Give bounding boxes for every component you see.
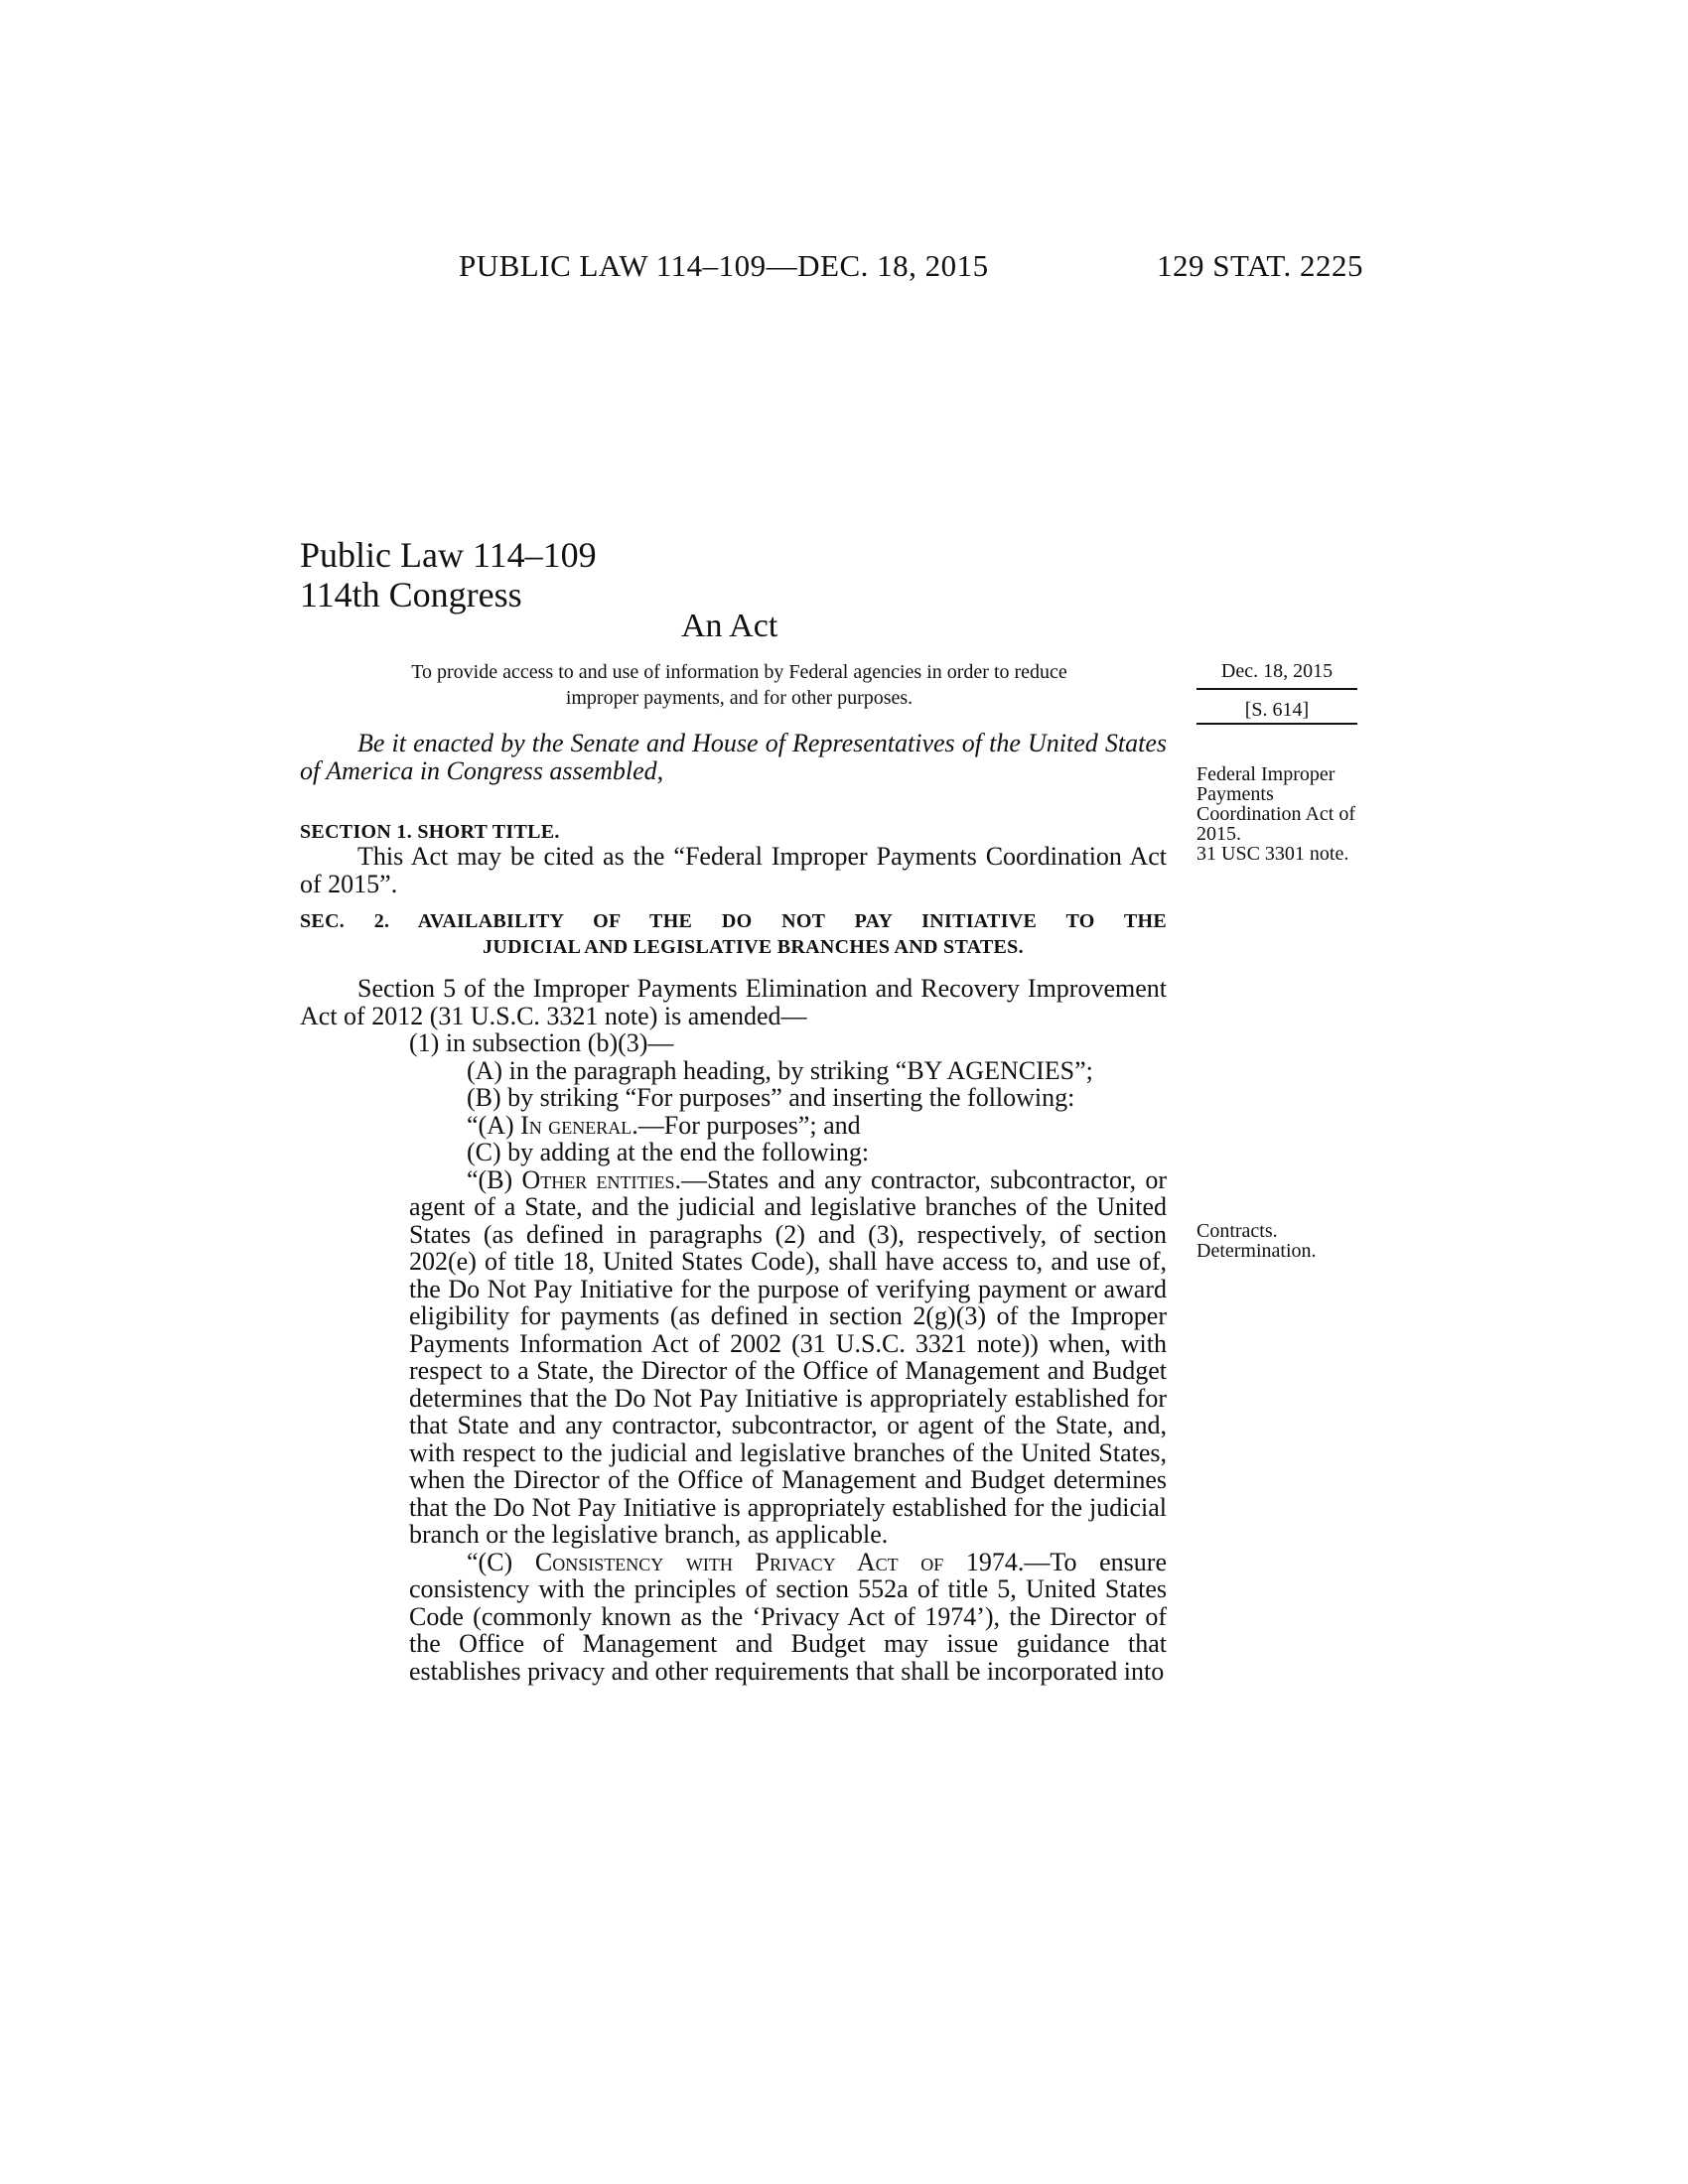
amendment-item-a	[300, 1057, 1167, 1085]
quoted-paragraph-a	[300, 1112, 1167, 1140]
section-2-heading	[300, 908, 1167, 960]
running-head-right: 129 STAT. 2225	[1157, 248, 1364, 283]
amendment-item-c: (C) by adding at the end the following:	[467, 1138, 870, 1166]
quote-a-suffix: .—For purposes”; and	[632, 1110, 861, 1140]
date-rule-bottom	[1196, 723, 1357, 725]
quote-b-text: .—States and any contractor, subcontractor, or agent of a State, and the judicial and legislative branches of the United States (as defined in paragraphs (2) and (3), respectively, of section 202(e) of title 18, United States Code), shall have access to, and use of, the Do Not Pay Initiative for the purpose of verifying payment or award eligibility for payments (as defined in section 2(g)(3) of the Improper Payments Information Act of 2002 (31 U.S.C. 3321 note)) when, with respect to a State, the Director of the Office of Management and Budget determines that the Do Not Pay Initiative is appropriately established for that State and any contractor, subcontractor, or agent of the State, and, with respect to the judicial and legislative branches of the United States, when the Director of the Office of Management and Budget determines that the Do Not Pay Initiative is appropriately established for the judicial branch or the legislative branch, as applicable.	[409, 1164, 1167, 1549]
section-2-heading-line-1: SEC. 2. AVAILABILITY OF THE DO NOT PAY INITIATIVE TO THE	[300, 910, 1167, 932]
public-law-number: Public Law 114–109	[300, 535, 597, 575]
quote-a-prefix: “(A)	[467, 1110, 521, 1140]
section-1-text: This Act may be cited as the “Federal Improper Payments Coordination Act of 2015”.	[300, 842, 1167, 898]
amendment-item-b: (B) by striking “For purposes” and inserting the following:	[467, 1083, 1075, 1112]
item-a-smallcaps: BY AGENCIES	[907, 1055, 1075, 1085]
quote-a-heading: In general	[520, 1110, 633, 1140]
quote-b-heading: Other entities	[521, 1164, 675, 1194]
running-head-left: PUBLIC LAW 114–109—DEC. 18, 2015	[459, 248, 989, 283]
congress-number: 114th Congress	[300, 575, 522, 614]
enactment-date-note: Dec. 18, 2015	[1220, 660, 1334, 682]
item-a-prefix: (A) in the paragraph heading, by striking “	[467, 1055, 908, 1085]
bill-number-note: [S. 614]	[1244, 699, 1310, 721]
quoted-paragraph-b	[300, 1166, 1167, 1549]
section-2-intro: Section 5 of the Improper Payments Elimination and Recovery Improvement Act of 2012 (31 U.S.C. 3321 note) is amended—	[300, 974, 1167, 1030]
margin-note-contracts: Contracts. Determination.	[1196, 1220, 1317, 1262]
short-title-note: Federal Improper Payments Coordination Act of 2015.	[1196, 763, 1355, 845]
item-a-suffix: ”;	[1074, 1055, 1093, 1085]
amendment-item-1: (1) in subsection (b)(3)—	[409, 1028, 674, 1057]
quote-c-heading: Consistency with Privacy Act of 1974	[534, 1547, 1018, 1576]
an-act-heading: An Act	[681, 608, 778, 644]
date-rule-top	[1196, 688, 1357, 690]
quoted-paragraph-c	[300, 1549, 1167, 1686]
quote-c-prefix: “(C)	[467, 1547, 535, 1576]
section-2-body	[300, 975, 1167, 1685]
usc-note: 31 USC 3301 note.	[1196, 843, 1349, 865]
enacting-clause: Be it enacted by the Senate and House of Representatives of the United States of America in Congress assembled,	[300, 729, 1167, 785]
purpose-statement	[320, 659, 1159, 711]
section-2-heading-line-2: JUDICIAL AND LEGISLATIVE BRANCHES AND STATES.	[483, 936, 1024, 958]
margin-note-short-title	[1196, 764, 1375, 864]
section-1-heading: SECTION 1. SHORT TITLE.	[300, 821, 560, 843]
quote-c-text: .—To ensure consistency with the principles of section 552a of title 5, United States Code (commonly known as the ‘Privacy Act of 1974’), the Director of the Office of Management and Budget may issue guidance that establishes privacy and other requirements that shall be incorporated into	[409, 1547, 1167, 1686]
purpose-line-2: improper payments, and for other purposes.	[565, 687, 914, 709]
purpose-line-1: To provide access to and use of information by Federal agencies in order to reduce	[411, 661, 1067, 683]
quote-b-prefix: “(B)	[467, 1164, 522, 1194]
